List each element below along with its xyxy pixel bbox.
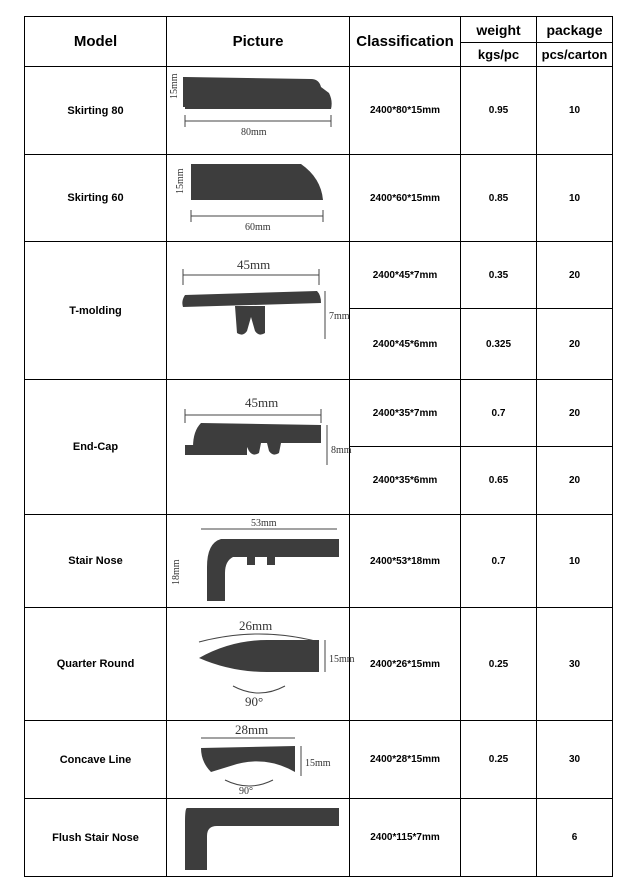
weight-cell: 0.85 bbox=[461, 155, 537, 242]
model-cell: Quarter Round bbox=[25, 608, 167, 721]
table-row bbox=[25, 380, 613, 447]
dim-label: 90° bbox=[244, 694, 263, 709]
package-cell: 20 bbox=[537, 380, 613, 447]
weight-cell: 0.25 bbox=[461, 721, 537, 799]
dim-label: 80mm bbox=[240, 126, 267, 138]
classification-cell: 2400*53*18mm bbox=[350, 515, 461, 608]
picture-cell bbox=[167, 380, 350, 515]
dim-label: 26mm bbox=[238, 618, 272, 633]
dim-label: 15mm bbox=[174, 168, 186, 194]
weight-cell: 0.25 bbox=[461, 608, 537, 721]
picture-cell bbox=[167, 799, 350, 877]
flush-stair-nose-profile bbox=[171, 802, 346, 874]
picture-cell bbox=[167, 242, 350, 380]
model-cell: Skirting 60 bbox=[25, 155, 167, 242]
package-cell: 30 bbox=[537, 608, 613, 721]
end-cap-profile bbox=[171, 387, 352, 507]
dim-label: 28mm bbox=[234, 721, 268, 737]
model-cell: Skirting 80 bbox=[25, 67, 167, 155]
model-cell: Stair Nose bbox=[25, 515, 167, 608]
weight-cell: 0.35 bbox=[461, 242, 537, 309]
model-cell: Concave Line bbox=[25, 721, 167, 799]
product-spec-table bbox=[24, 16, 613, 877]
dim-label: 18mm bbox=[170, 559, 182, 585]
concave-line-profile bbox=[171, 722, 346, 798]
classification-cell: 2400*115*7mm bbox=[350, 799, 461, 877]
dim-label: 15mm bbox=[328, 654, 355, 665]
table-row bbox=[25, 721, 613, 799]
quarter-round-profile bbox=[171, 610, 355, 718]
dim-label: 45mm bbox=[244, 395, 278, 410]
model-cell: Flush Stair Nose bbox=[25, 799, 167, 877]
picture-cell bbox=[167, 608, 355, 721]
package-cell: 20 bbox=[537, 242, 613, 309]
classification-cell: 2400*35*7mm bbox=[350, 380, 461, 447]
classification-cell: 2400*60*15mm bbox=[350, 155, 461, 242]
skirting-80-profile bbox=[168, 71, 346, 151]
header-weight-unit: kgs/pc bbox=[461, 43, 537, 67]
weight-cell: 0.7 bbox=[461, 380, 537, 447]
package-cell: 20 bbox=[537, 309, 613, 380]
dim-label: 60mm bbox=[244, 222, 271, 233]
header-package: package bbox=[537, 17, 613, 43]
table-row bbox=[25, 515, 613, 608]
classification-cell: 2400*28*15mm bbox=[350, 721, 461, 799]
package-cell: 10 bbox=[537, 155, 613, 242]
classification-cell: 2400*45*6mm bbox=[350, 309, 461, 380]
classification-cell: 2400*45*7mm bbox=[350, 242, 461, 309]
weight-cell: 0.7 bbox=[461, 515, 537, 608]
classification-cell: 2400*26*15mm bbox=[350, 608, 461, 721]
package-cell: 30 bbox=[537, 721, 613, 799]
picture-cell bbox=[167, 67, 350, 155]
weight-cell: 0.95 bbox=[461, 67, 537, 155]
t-molding-profile bbox=[171, 251, 350, 371]
header-package-unit: pcs/carton bbox=[537, 43, 613, 67]
model-cell: T-molding bbox=[25, 242, 167, 380]
weight-cell: 0.65 bbox=[461, 447, 537, 515]
dim-label: 90° bbox=[238, 785, 253, 797]
dim-label: 15mm bbox=[304, 757, 331, 769]
package-cell: 6 bbox=[537, 799, 613, 877]
dim-label: 7mm bbox=[328, 310, 350, 322]
classification-cell: 2400*35*6mm bbox=[350, 447, 461, 515]
header-classification: Classification bbox=[350, 17, 461, 67]
table-row bbox=[25, 608, 613, 721]
package-cell: 10 bbox=[537, 515, 613, 608]
package-cell: 10 bbox=[537, 67, 613, 155]
skirting-60-profile bbox=[171, 158, 346, 238]
table-row bbox=[25, 155, 613, 242]
package-cell: 20 bbox=[537, 447, 613, 515]
weight-cell bbox=[461, 799, 537, 877]
table-row bbox=[25, 67, 613, 155]
picture-cell bbox=[167, 515, 350, 608]
stair-nose-profile bbox=[171, 517, 346, 605]
model-cell: End-Cap bbox=[25, 380, 167, 515]
picture-cell bbox=[167, 155, 350, 242]
header-model: Model bbox=[25, 17, 167, 67]
table-row bbox=[25, 242, 613, 309]
picture-cell bbox=[167, 721, 350, 799]
dim-label: 45mm bbox=[236, 256, 270, 272]
table-row bbox=[25, 799, 613, 877]
header-picture: Picture bbox=[167, 17, 350, 67]
classification-cell: 2400*80*15mm bbox=[350, 67, 461, 155]
header-weight: weight bbox=[461, 17, 537, 43]
weight-cell: 0.325 bbox=[461, 309, 537, 380]
dim-label: 53mm bbox=[250, 518, 277, 529]
dim-label: 15mm bbox=[168, 72, 180, 99]
dim-label: 8mm bbox=[330, 445, 352, 456]
